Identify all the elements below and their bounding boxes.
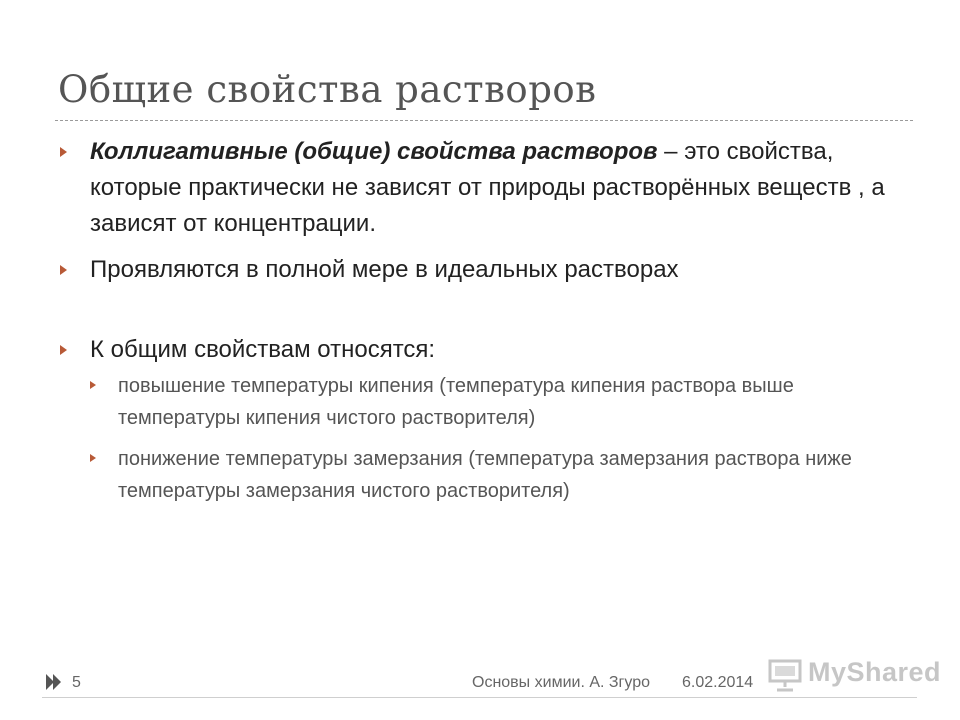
watermark-text: MyShared — [808, 657, 942, 687]
slide-title: Общие свойства растворов — [58, 68, 597, 111]
slide-content — [56, 134, 906, 507]
projector-screen-icon — [766, 657, 804, 693]
bullet-definition: – это свойства, которые практически не зависят от природы растворённых веществ , а зависят от концентрации. — [90, 138, 885, 237]
bullet-text: К общим свойствам относятся: — [90, 336, 436, 363]
page-number: 5 — [72, 674, 81, 691]
sub-bullet-text: понижение температуры замерзания (температура замерзания раствора ниже температуры замерзания чистого растворителя) — [118, 448, 852, 502]
footer-divider — [42, 697, 917, 698]
bullet-colligative — [56, 134, 906, 242]
footer-date: 6.02.2014 — [682, 674, 754, 691]
title-divider — [55, 120, 913, 121]
sub-bullet-text: повышение температуры кипения (температура кипения раствора выше температуры кипения чистого растворителя) — [118, 375, 794, 429]
bullet-term: Коллигативные (общие) свойства растворов — [90, 138, 658, 165]
bullet-arrow-icon — [60, 345, 67, 355]
bullet-arrow-icon — [60, 147, 67, 157]
bullet-text: Проявляются в полной мере в идеальных растворах — [90, 256, 679, 283]
bullet-general-properties — [56, 332, 906, 368]
sub-bullet-freezing-point — [56, 443, 906, 507]
footer-course-author: Основы химии. А. Згуро — [472, 674, 651, 691]
sub-bullet-arrow-icon — [90, 381, 96, 389]
sub-bullet-arrow-icon — [90, 454, 96, 462]
sub-bullet-boiling-point — [56, 370, 906, 434]
bullet-arrow-icon — [60, 265, 67, 275]
bullet-ideal-solutions — [56, 252, 906, 288]
footer-arrows-icon — [46, 674, 60, 692]
